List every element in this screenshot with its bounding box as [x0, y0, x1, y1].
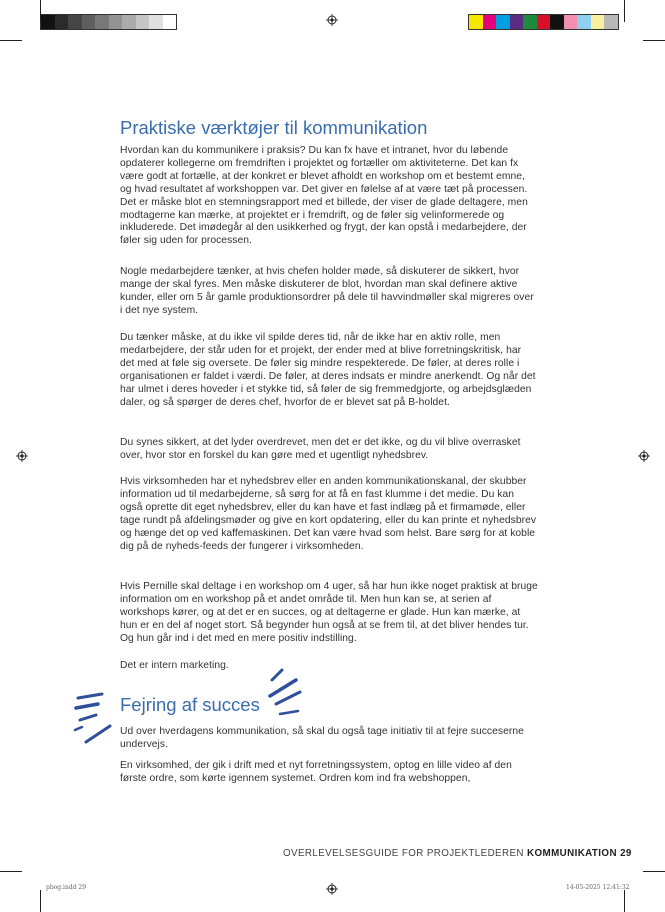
- color-swatch: [591, 15, 605, 29]
- color-swatch: [41, 15, 55, 29]
- body-paragraph: Nogle medarbejdere tænker, at hvis chefen holder møde, så diskuterer de sikkert, hvor mange der skal fyres. Men måske diskuterer de blot, hvordan man skal definere aktive kunder, eller om 5 år gamle produktionsordrer på dele til havvindmøller skal migreres over i det nye system.: [120, 266, 534, 316]
- confetti-decoration: [262, 666, 306, 724]
- color-swatch: [483, 15, 497, 29]
- color-swatch: [68, 15, 82, 29]
- registration-mark-icon: [16, 450, 28, 462]
- crop-mark: [624, 0, 625, 22]
- color-swatch: [163, 15, 177, 29]
- color-swatch: [109, 15, 123, 29]
- crop-mark: [624, 890, 625, 912]
- confetti-decoration: [72, 690, 116, 752]
- crop-mark: [0, 871, 22, 872]
- crop-mark: [643, 40, 665, 41]
- color-swatch: [469, 15, 483, 29]
- crop-mark: [0, 40, 22, 41]
- section-heading-celebration: Fejring af succes: [120, 694, 260, 715]
- registration-mark-icon: [326, 14, 338, 26]
- body-paragraph: Hvis Pernille skal deltage i en workshop om 4 uger, så har hun ikke noget praktisk at bruge information om en workshop på et andet område til. Men hun kan se, at serien af workshops kører, og at det er en succes, og at deltagerne er glade. Hun kan mærke, at hun er en del af noget stort. Så begynder hun også at se frem til, at det bliver hendes tur. Og hun går ind i det med en mere positiv indstilling.: [120, 581, 538, 644]
- color-swatch: [496, 15, 510, 29]
- grayscale-calibration-bar: [40, 14, 177, 30]
- running-footer: [283, 848, 632, 859]
- color-swatch: [523, 15, 537, 29]
- color-calibration-bar: [468, 14, 619, 30]
- registration-mark-icon: [326, 883, 338, 895]
- registration-mark-icon: [638, 450, 650, 462]
- slug-filename: pbog.indd 29: [46, 884, 87, 891]
- color-swatch: [604, 15, 618, 29]
- color-swatch: [550, 15, 564, 29]
- body-paragraph: Ud over hverdagens kommunikation, så skal du også tage initiativ til at fejre succeserne undervejs.: [120, 726, 524, 750]
- color-swatch: [122, 15, 136, 29]
- color-swatch: [95, 15, 109, 29]
- body-paragraph: Hvordan kan du kommunikere i praksis? Du kan fx have et intranet, hvor du løbende opdaterer kollegerne om fremdriften i projektet og fortæller om aktiviteterne. Det kan fx være godt at fortælle, at der konkret er blevet afholdt en workshop om et bestemt emne, og hvad resultatet af workshoppen var. Det giver en følelse af at være tæt på processen. Det er måske blot en stemningsrapport med et billede, der viser de glade deltagere, men modtagerne kan mærke, at projektet er i fremdrift, og de føler sig velinformerede og inkluderede. Det imødegår al den usikkerhed og frygt, der kan opstå i medarbejdere, der føler sig uden for processen.: [120, 145, 528, 247]
- body-paragraph: Det er intern marketing.: [120, 660, 229, 671]
- page-number: 29: [620, 848, 632, 859]
- slug-timestamp: 14-05-2025 12:41:32: [566, 884, 630, 891]
- crop-mark: [40, 890, 41, 912]
- section-heading-tools: Praktiske værktøjer til kommunikation: [120, 117, 428, 138]
- body-paragraph: Hvis virksomheden har et nyhedsbrev eller en anden kommunikationskanal, der skubber information ud til medarbejderne, så sørg for at få en fast klumme i det medie. Du kan også oprette dit eget nyhedsbrev, eller du kan have et fast indlæg på et firmamøde, eller tage rundt på afdelingsmøder og give en kort opdatering, eller du kan printe et nyhedsbrev og hænge det op ved kaffemaskinen. Det kan være hvad som helst. Bare sørg for at koble dig på de nyheds-feeds der fungerer i virksomheden.: [120, 476, 537, 552]
- color-swatch: [510, 15, 524, 29]
- crop-mark: [40, 0, 41, 22]
- color-swatch: [564, 15, 578, 29]
- footer-section: KOMMUNIKATION: [527, 848, 617, 859]
- body-paragraph: Du synes sikkert, at det lyder overdrevet, men det er det ikke, og du vil blive overrasket over, hvor stor en forskel du kan gøre med et ugentligt nyhedsbrev.: [120, 437, 521, 461]
- body-paragraph: Du tænker måske, at du ikke vil spilde deres tid, når de ikke har en aktiv rolle, men medarbejdere, der står uden for et projekt, der ender med at blive forretningskritisk, har det med at føle sig oversete. De føler sig mindre respekterede. De føler, at deres rolle i organisationen er faldet i værdi. De føler, at deres indsats er mindre anerkendt. Og når det har ulmet i deres hoveder i et stykke tid, så føler de sig fremmedgjorte, og arbejdsglæden daler, og så spørger de deres chef, hvorfor de er blevet sat på B-holdet.: [120, 332, 536, 408]
- footer-book-title: OVERLEVELSESGUIDE FOR PROJEKTLEDEREN: [283, 848, 524, 859]
- color-swatch: [82, 15, 96, 29]
- color-swatch: [55, 15, 69, 29]
- body-paragraph: En virksomhed, der gik i drift med et nyt forretningssystem, optog en lille video af den første ordre, som kørte igennem systemet. Ordren kom ind fra webshoppen,: [120, 760, 512, 784]
- color-swatch: [136, 15, 150, 29]
- color-swatch: [537, 15, 551, 29]
- color-swatch: [577, 15, 591, 29]
- crop-mark: [643, 871, 665, 872]
- color-swatch: [149, 15, 163, 29]
